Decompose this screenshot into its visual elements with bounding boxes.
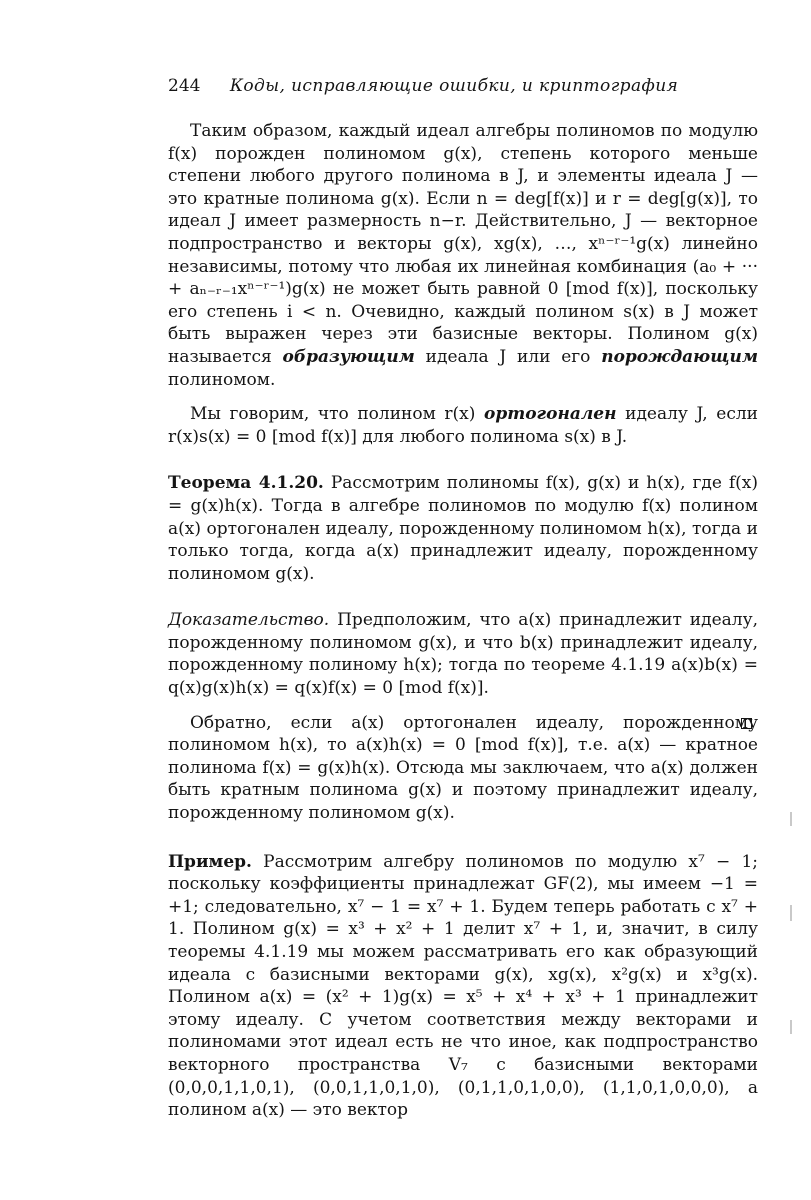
theorem-4-1-20 xyxy=(168,472,758,585)
theorem-label: Теорема 4.1.20. xyxy=(168,473,324,494)
example-text: Рассмотрим алгебру полиномов по модулю x⁷ − 1; поскольку коэффициенты принадлежат GF(2), мы имеем −1 = +1; следовательно, x⁷ − 1 = x⁷ + 1. Будем теперь работать с x⁷ + 1. Полином g(x) = x³ + x² + 1 делит x⁷ + 1, и, значит, в силу теоремы 4.1.19 мы можем рассматривать его как образующий идеала с базисными векторами g(x), xg(x), x²g(x) и x³g(x). Полином a(x) = (x² + 1)g(x) = x⁵ + x⁴ + x³ + 1 принадлежит этому идеалу. С учетом соответствия между векторами и полиномами этот идеал есть не что иное, как подпространство векторного пространства V₇ с базисными векторами (0,0,0,1,1,0,1), (0,0,1,1,0,1,0), (0,1,1,0,1,0,0), (1,1,0,1,0,0,0), а полином a(x) — это вектор xyxy=(168,851,758,1121)
paragraph-ideal-generator xyxy=(168,120,758,391)
running-title: Коды, исправляющие ошибки, и криптография xyxy=(229,76,679,96)
page-number: 244 xyxy=(168,76,201,96)
term-orthogonal: ортогонален xyxy=(484,404,617,425)
paragraph-text: полиномом. xyxy=(168,369,276,390)
theorem-text: Рассмотрим полиномы f(x), g(x) и h(x), где f(x) = g(x)h(x). Тогда в алгебре полиномов по модулю f(x) полином a(x) ортогонален идеалу, порожденному полиномом h(x), тогда и только тогда, когда a(x) принадлежит идеалу, порожденному полиномом g(x). xyxy=(168,473,759,584)
proof-converse-text: Обратно, если a(x) ортогонален идеалу, порожденному полиномом h(x), то a(x)h(x) = 0 [mod f(x)], т.е. a(x) — кратное полинома f(x) = g(x)h(x). Отсюда мы заключаем, что a(x) должен быть кратным полинома g(x) и поэтому принадлежит идеалу, порожденному полиномом g(x). xyxy=(168,712,758,824)
scan-margin-mark xyxy=(790,1020,792,1034)
term-generating: образующим xyxy=(282,346,415,367)
paragraph-text: идеала J или его xyxy=(425,346,591,367)
proof-text: Предположим, что a(x) принадлежит идеалу, порожденному полиномом g(x), и что b(x) принадлежит идеалу, порожденному полиному h(x); тогда по теореме 4.1.19 a(x)b(x) = q(x)g(x)h(x) = q(x)f(x) = 0 [mod f(x)]. xyxy=(168,610,758,699)
scan-margin-mark xyxy=(790,812,792,826)
term-generator: порождающим xyxy=(601,346,759,367)
paragraph-text: идеалу J, если r(x)s(x) = 0 [mod f(x)] для любого полинома s(x) в J. xyxy=(168,404,759,447)
example-paragraph xyxy=(168,851,758,1122)
page-body xyxy=(168,120,758,1122)
paragraph-text: Таким образом, каждый идеал алгебры полиномов по модулю f(x) порожден полиномом g(x), степень которого меньше степени любого другого полинома в J, и элементы идеала J — это кратные полинома g(x). Если n = deg[f(x)] и r = deg[g(x)], то идеал J имеет размерность n−r. Действительно, J — векторное подпространство и векторы g(x), xg(x), …, xⁿ⁻ʳ⁻¹g(x) линейно независимы, потому что любая их линейная комбинация (a₀ + ··· + aₙ₋ᵣ₋₁xⁿ⁻ʳ⁻¹)g(x) не может быть равной 0 [mod f(x)], поскольку его степень i < n. Очевидно, каждый полином s(x) в J может быть выражен через эти базисные векторы. Полином g(x) называется xyxy=(168,121,758,367)
running-header xyxy=(168,74,758,98)
proof-paragraph xyxy=(168,609,758,699)
paragraph-orthogonal-definition xyxy=(168,403,758,448)
example-label: Пример. xyxy=(168,851,252,872)
scan-margin-mark xyxy=(790,905,792,921)
proof-label: Доказательство. xyxy=(168,610,330,631)
paragraph-text: Мы говорим, что полином r(x) xyxy=(190,404,476,425)
proof-converse-paragraph xyxy=(168,712,758,825)
qed-square-icon xyxy=(741,718,752,729)
